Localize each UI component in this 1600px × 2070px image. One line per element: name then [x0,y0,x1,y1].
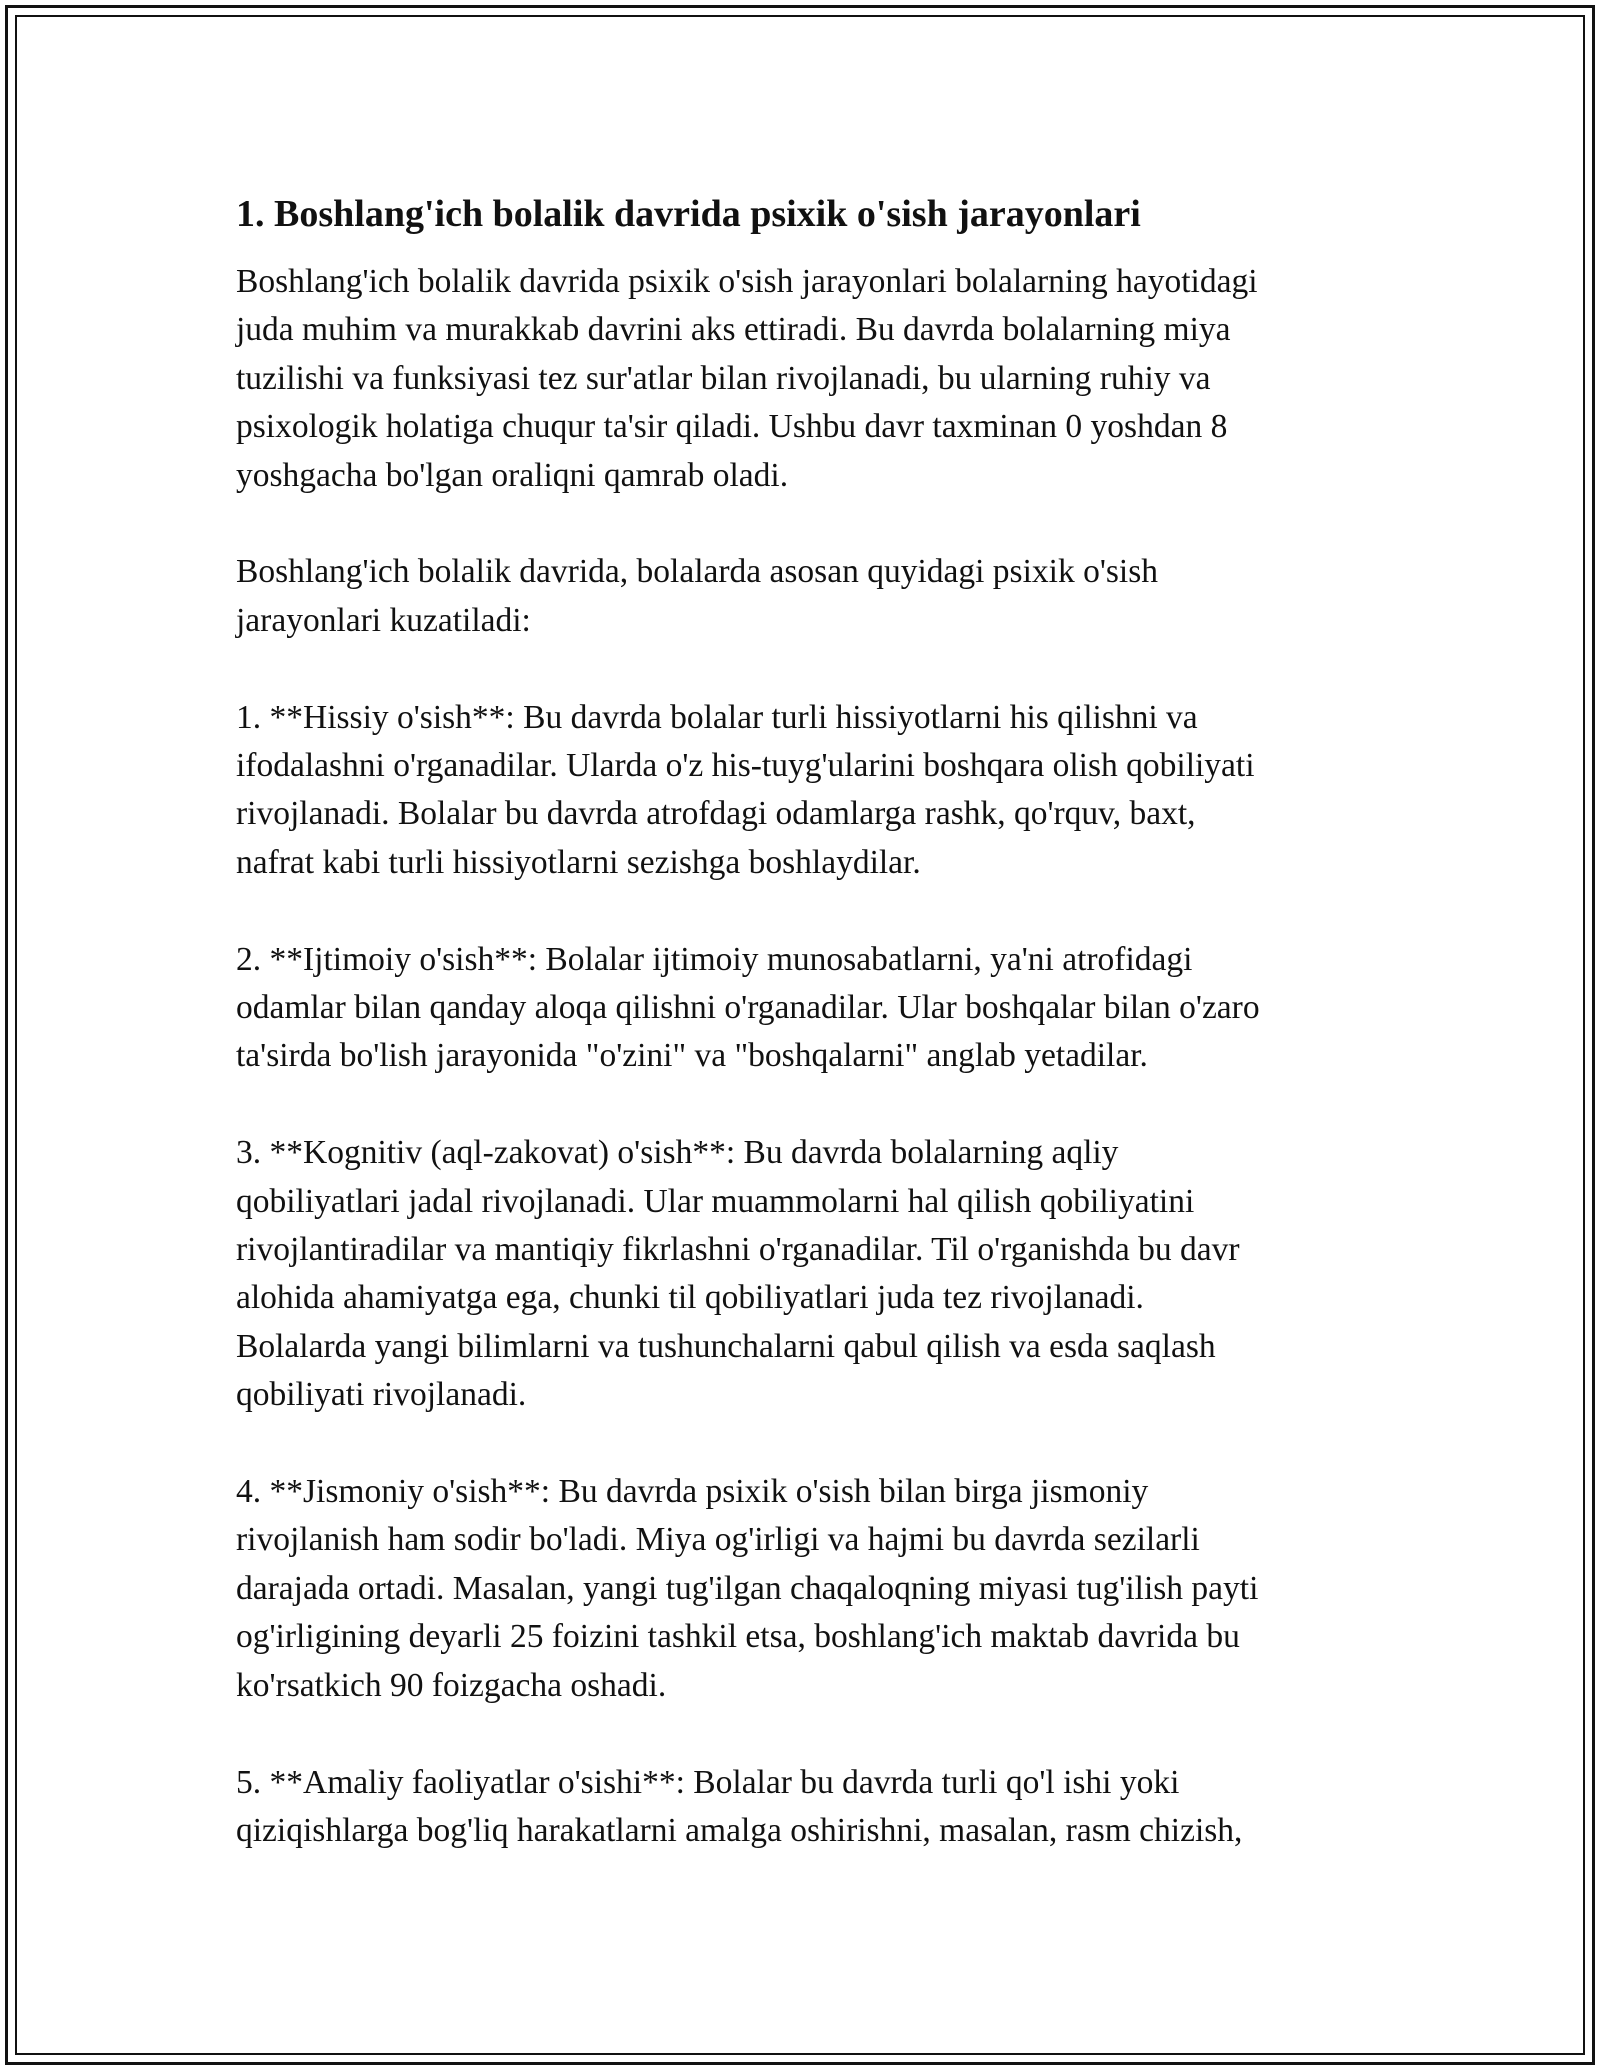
paragraph-gap [236,500,1366,548]
text-line: psixologik holatiga chuqur ta'sir qiladi. Ushbu davr taxminan 0 yoshdan 8 [236,408,1228,446]
paragraph-list [236,258,1366,1855]
text-line: rivojlanadi. Bolalar bu davrda atrofdagi odamlarga rashk, qo'rquv, baxt, [236,795,1196,833]
text-line: ta'sirda bo'lish jarayonida "o'zini" va "boshqalarni" anglab yetadilar. [236,1037,1148,1075]
text-line: 2. **Ijtimoiy o'sish**: Bolalar ijtimoiy munosabatlarni, ya'ni atrofidagi [236,940,1193,978]
paragraph [236,1468,1366,1710]
paragraph-gap [236,1420,1366,1468]
paragraph-gap [236,645,1366,693]
text-line: 3. **Kognitiv (aql-zakovat) o'sish**: Bu davrda bolalarning aqliy [236,1134,1119,1172]
text-line: 4. **Jismoniy o'sish**: Bu davrda psixik o'sish bilan birga jismoniy [236,1473,1149,1511]
paragraph-gap [236,1081,1366,1129]
document-title: 1. Boshlang'ich bolalik davrida psixik o'sish jarayonlari [236,193,1141,235]
text-line: yoshgacha bo'lgan oraliqni qamrab oladi. [236,456,789,494]
text-line: 1. **Hissiy o'sish**: Bu davrda bolalar turli hissiyotlarni his qilishni va [236,698,1198,736]
text-line: qobiliyatlari jadal rivojlanadi. Ular muammolarni hal qilish qobiliyatini [236,1182,1195,1220]
text-line: nafrat kabi turli hissiyotlarni sezishga boshlaydilar. [236,843,921,881]
paragraph-gap [236,1710,1366,1758]
text-line: rivojlanish ham sodir bo'ladi. Miya og'irligi va hajmi bu davrda sezilarli [236,1521,1200,1559]
paragraph-gap [236,887,1366,935]
document-body [236,188,1366,1855]
text-line: qiziqishlarga bog'liq harakatlarni amalga oshirishni, masalan, rasm chizish, [236,1811,1243,1849]
paragraph [236,694,1366,888]
paragraph [236,258,1366,500]
paragraph [236,548,1366,645]
text-line: darajada ortadi. Masalan, yangi tug'ilgan chaqaloqning miyasi tug'ilish payti [236,1569,1259,1607]
text-line: Bolalarda yangi bilimlarni va tushunchalarni qabul qilish va esda saqlash [236,1327,1216,1365]
paragraph [236,1759,1366,1856]
text-line: 5. **Amaliy faoliyatlar o'sishi**: Bolalar bu davrda turli qo'l ishi yoki [236,1763,1180,1801]
text-line: Boshlang'ich bolalik davrida, bolalarda asosan quyidagi psixik o'sish [236,553,1159,591]
text-line: alohida ahamiyatga ega, chunki til qobiliyatlari juda tez rivojlanadi. [236,1279,1144,1317]
text-line: ko'rsatkich 90 foizgacha oshadi. [236,1666,667,1704]
text-line: og'irligining deyarli 25 foizini tashkil etsa, boshlang'ich maktab davrida bu [236,1618,1240,1656]
text-line: Boshlang'ich bolalik davrida psixik o'sish jarayonlari bolalarning hayotidagi [236,263,1258,300]
paragraph [236,1129,1366,1419]
text-line: rivojlantiradilar va mantiqiy fikrlashni o'rganadilar. Til o'rganishda bu davr [236,1231,1240,1269]
text-line: ifodalashni o'rganadilar. Ularda o'z his-tuyg'ularini boshqara olish qobiliyati [236,747,1255,785]
text-line: qobiliyati rivojlanadi. [236,1376,527,1414]
text-line: juda muhim va murakkab davrini aks ettiradi. Bu davrda bolalarning miya [236,311,1231,349]
text-line: tuzilishi va funksiyasi tez sur'atlar bilan rivojlanadi, bu ularning ruhiy va [236,359,1211,397]
text-line: odamlar bilan qanday aloqa qilishni o'rganadilar. Ular boshqalar bilan o'zaro [236,989,1260,1027]
paragraph [236,936,1366,1081]
text-line: jarayonlari kuzatiladi: [236,601,531,639]
